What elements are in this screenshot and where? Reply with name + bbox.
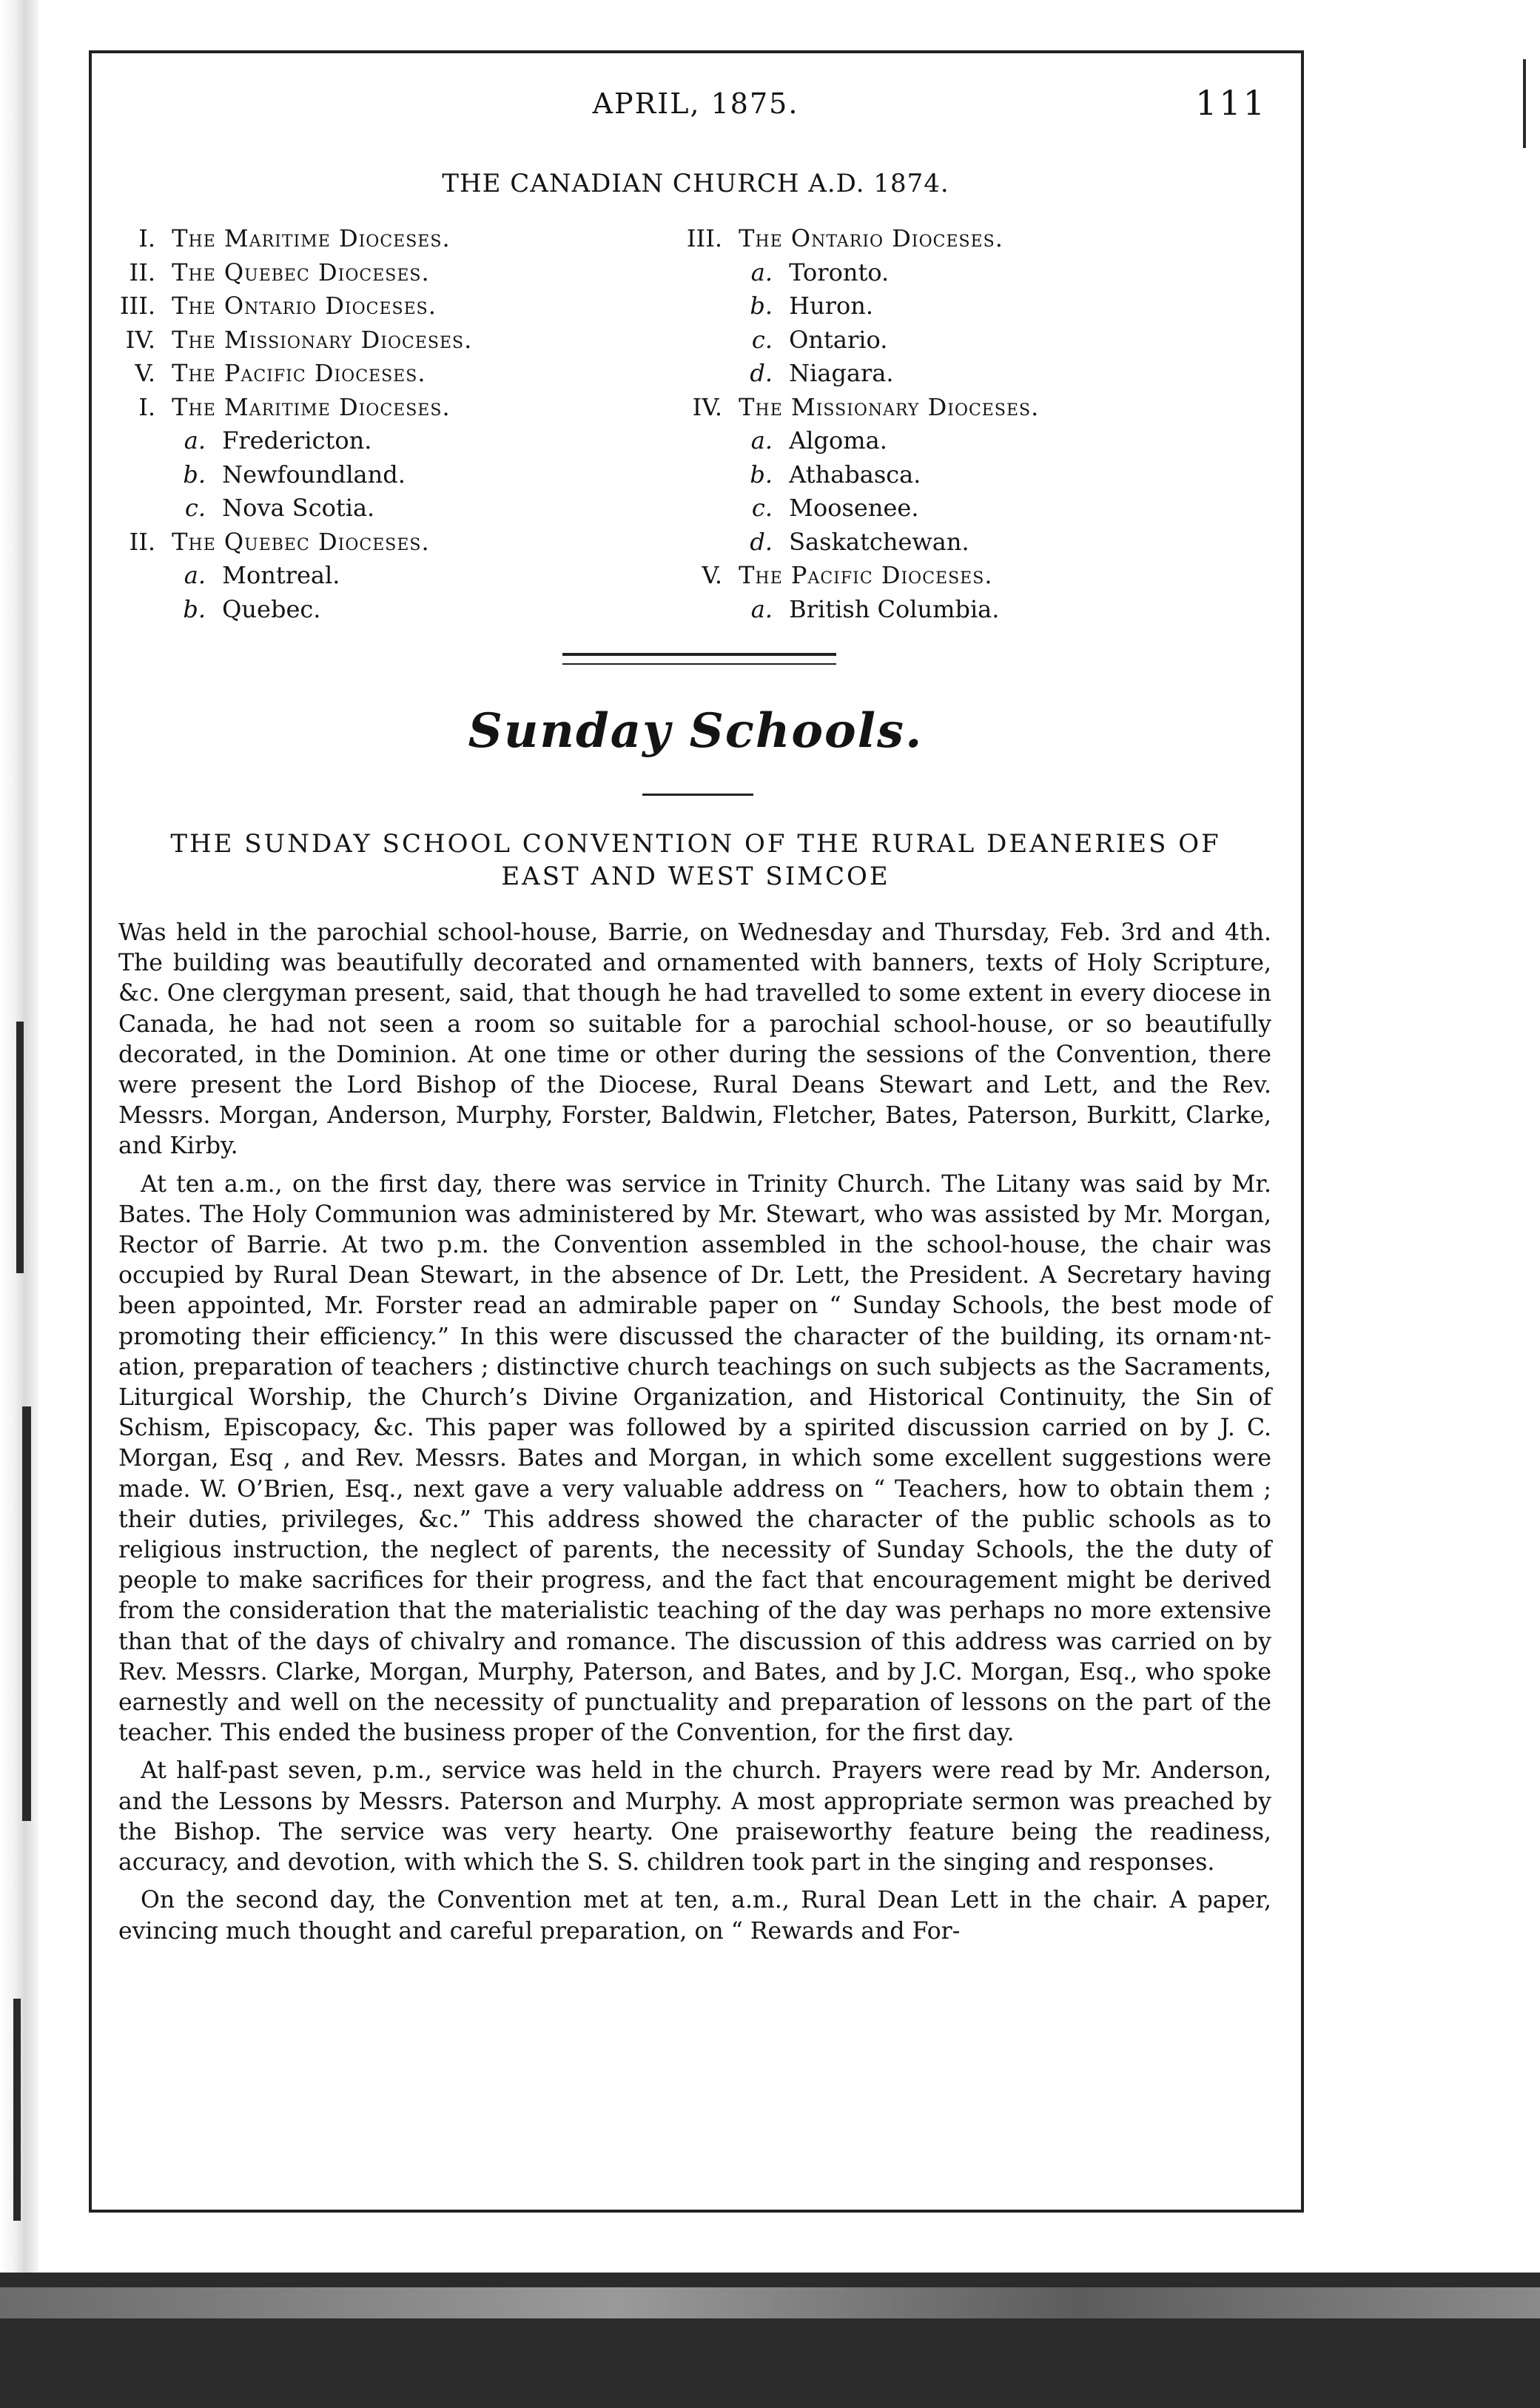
scan-edge-speckle	[16, 1022, 24, 1273]
page-frame-top	[89, 50, 1304, 53]
toc-entry-letter: a.	[750, 426, 773, 455]
toc-entry-numeral: III.	[119, 292, 155, 320]
toc-entry-numeral: II.	[129, 258, 155, 286]
toc-entry	[111, 289, 472, 323]
toc-entry-text: Moosenee.	[789, 494, 919, 522]
toc-entry	[678, 289, 1039, 323]
toc-entry-text: Niagara.	[789, 359, 894, 387]
toc-entry-letter: d.	[750, 527, 773, 556]
toc-entry	[111, 492, 472, 526]
toc-entry	[678, 424, 1039, 458]
scan-edge-speckle	[13, 1999, 21, 2221]
page-number: 111	[1195, 83, 1267, 123]
toc-entry-letter: a.	[750, 594, 773, 623]
toc-entry	[678, 256, 1039, 290]
toc-entry	[111, 424, 472, 458]
toc-entry-letter: a.	[750, 258, 773, 286]
article-title-line-1: THE SUNDAY SCHOOL CONVENTION OF THE RURAL DEANERIES OF	[170, 829, 1221, 859]
toc-entry	[111, 458, 472, 492]
toc-right-column	[678, 222, 1039, 626]
toc-entry-text: The Pacific Dioceses.	[739, 561, 993, 589]
scan-bottom-band	[0, 2273, 1540, 2408]
toc-entry-text: Huron.	[789, 292, 874, 320]
toc-entry	[678, 526, 1039, 560]
toc-entry	[678, 357, 1039, 391]
toc-entry-text: The Ontario Dioceses.	[739, 224, 1003, 252]
toc-entry	[111, 391, 472, 425]
toc-entry	[678, 492, 1039, 526]
running-head	[111, 83, 1280, 132]
toc-entry	[111, 559, 472, 593]
toc-entry	[111, 256, 472, 290]
toc-title: THE CANADIAN CHURCH A.D. 1874.	[442, 169, 949, 198]
toc-entry-text: Toronto.	[789, 258, 890, 286]
toc-entry	[111, 323, 472, 358]
toc-entry	[111, 526, 472, 560]
page-frame-bottom	[89, 2210, 1304, 2213]
article-paragraph: On the second day, the Convention met at ten, a.m., Rural Dean Lett in the chair. A paper, evincing much thought and careful preparation, on “ Rewards and For-	[118, 1887, 1271, 1945]
article-paragraph: At half-past seven, p.m., service was held in the church. Prayers were read by Mr. Anderson, and the Lessons by Messrs. Paterson and Murphy. A most appropriate sermon was preached by the Bishop. The service was very hearty. One praiseworthy feature being the readiness, accuracy, and devotion, with which the S. S. children took part in the singing and responses.	[118, 1757, 1271, 1877]
toc-entry-text: The Maritime Dioceses.	[172, 224, 451, 252]
toc-entry-text: The Missionary Dioceses.	[172, 325, 473, 354]
toc-entry-text: Athabasca.	[789, 460, 921, 489]
scan-bottom-band-highlight	[0, 2287, 1540, 2318]
toc-entry-letter: d.	[750, 359, 773, 387]
toc-entry-numeral: IV.	[692, 392, 722, 421]
toc-entry-text: The Pacific Dioceses.	[172, 359, 426, 387]
toc-entry-letter: c.	[751, 494, 773, 522]
toc-entry	[111, 357, 472, 391]
toc-entry	[678, 559, 1039, 593]
toc-entry-numeral: V.	[702, 561, 722, 589]
article-paragraph: Was held in the parochial school-house, Barrie, on Wednesday and Thursday, Feb. 3rd and 4th. The building was beautifully decorated and ornamented with banners, texts of Holy Scripture, &c. One clergyman present, said, that though he had travelled to some extent in every diocese in Canada, he had not seen a room so suitable for a parochial school-house, or so beautifully decorated, in the Dominion. At one time or other during the sessions of the Convention, there were present the Lord Bishop of the Diocese, Rural Deans Stewart and Lett, and the Rev. Messrs. Morgan, Anderson, Murphy, Forster, Baldwin, Fletcher, Bates, Paterson, Burkitt, Clarke, and Kirby.	[118, 919, 1271, 1160]
toc-entry-text: The Quebec Dioceses.	[172, 258, 430, 286]
page-frame-left	[89, 50, 92, 2213]
toc-entry-letter: c.	[751, 325, 773, 354]
toc-entry-text: The Ontario Dioceses.	[172, 292, 437, 320]
toc-entry-letter: b.	[183, 460, 206, 489]
section-heading: Sunday Schools.	[468, 703, 924, 759]
toc-entry-numeral: I.	[138, 392, 155, 421]
toc-entry	[111, 593, 472, 627]
toc-entry	[678, 222, 1039, 256]
toc-entry-letter: b.	[750, 460, 773, 489]
toc-entry-text: Montreal.	[222, 561, 340, 589]
toc-entry-numeral: IV.	[125, 325, 155, 354]
page-frame-right	[1301, 50, 1304, 2213]
issue-date: APRIL, 1875.	[592, 87, 799, 120]
article-title	[118, 828, 1273, 893]
toc-entry-numeral: V.	[135, 359, 155, 387]
toc-entry-letter: c.	[184, 494, 206, 522]
heading-rule	[642, 794, 753, 796]
article-paragraph: At ten a.m., on the first day, there was service in Trinity Church. The Litany was said by Mr. Bates. The Holy Communion was administered by Mr. Stewart, who was assisted by Mr. Morgan, Rector of Barrie. At two p.m. the Convention assembled in the school-house, the chair was occupied by Rural Dean Stewart, in the absence of Dr. Lett, the President. A Secretary having been appointed, Mr. Forster read an admirable paper on “ Sunday Schools, the best mode of promoting their efficiency.” In this were discussed the character of the building, its ornam·nt-ation, preparation of teachers ; distinctive church teachings on such subjects as the Sacraments, Liturgical Worship, the Church’s Divine Organization, and Historical Continuity, the Sin of Schism, Episcopacy, &c. This paper was followed by a spirited discussion carried on by J. C. Morgan, Esq , and Rev. Messrs. Bates and Morgan, in which some excellent suggestions were made. W. O’Brien, Esq., next gave a very valuable address on “ Teachers, how to obtain them ; their duties, privileges, &c.” This address showed the character of the public schools as to religious instruction, the neglect of parents, the necessity of Sunday Schools, the the duty of people to make sacrifices for their progress, and the fact that encouragement might be derived from the consideration that the materialistic teaching of the day was perhaps no more extensive than that of the days of chivalry and romance. The discussion of this address was carried on by Rev. Messrs. Clarke, Morgan, Murphy, Paterson, and Bates, and by J.C. Morgan, Esq., who spoke earnestly and well on the necessity of punctuality and preparation of lessons on the part of the teacher. This ended the business proper of the Convention, for the first day.	[118, 1170, 1271, 1747]
section-divider	[562, 653, 836, 656]
toc-entry-text: Algoma.	[789, 426, 887, 455]
toc-entry	[678, 593, 1039, 627]
toc-entry	[678, 323, 1039, 358]
toc-entry	[111, 222, 472, 256]
article-body	[118, 918, 1271, 1947]
toc-entry-text: Fredericton.	[222, 426, 372, 455]
toc-entry-text: Saskatchewan.	[789, 527, 969, 556]
toc-entry-text: British Columbia.	[789, 594, 1000, 623]
toc-entry-text: Nova Scotia.	[222, 494, 375, 522]
toc-entry-text: The Quebec Dioceses.	[172, 527, 430, 556]
toc-entry	[678, 458, 1039, 492]
scan-edge-speckle	[1523, 59, 1526, 148]
toc-entry-text: The Maritime Dioceses.	[172, 392, 451, 421]
toc-entry-numeral: III.	[686, 224, 722, 252]
toc-entry-letter: a.	[184, 561, 206, 589]
toc-entry-text: The Missionary Dioceses.	[739, 392, 1040, 421]
toc-entry-text: Quebec.	[222, 594, 321, 623]
toc-entry-letter: b.	[183, 594, 206, 623]
article-title-line-2: EAST AND WEST SIMCOE	[501, 862, 890, 891]
toc-entry-numeral: II.	[129, 527, 155, 556]
toc-entry-text: Ontario.	[789, 325, 888, 354]
toc-entry-letter: a.	[184, 426, 206, 455]
scan-edge-speckle	[22, 1406, 31, 1821]
toc-entry-numeral: I.	[138, 224, 155, 252]
section-divider-thin	[562, 663, 836, 665]
toc-entry	[678, 391, 1039, 425]
toc-entry-letter: b.	[750, 292, 773, 320]
toc-entry-text: Newfoundland.	[222, 460, 406, 489]
toc-left-column	[111, 222, 472, 626]
